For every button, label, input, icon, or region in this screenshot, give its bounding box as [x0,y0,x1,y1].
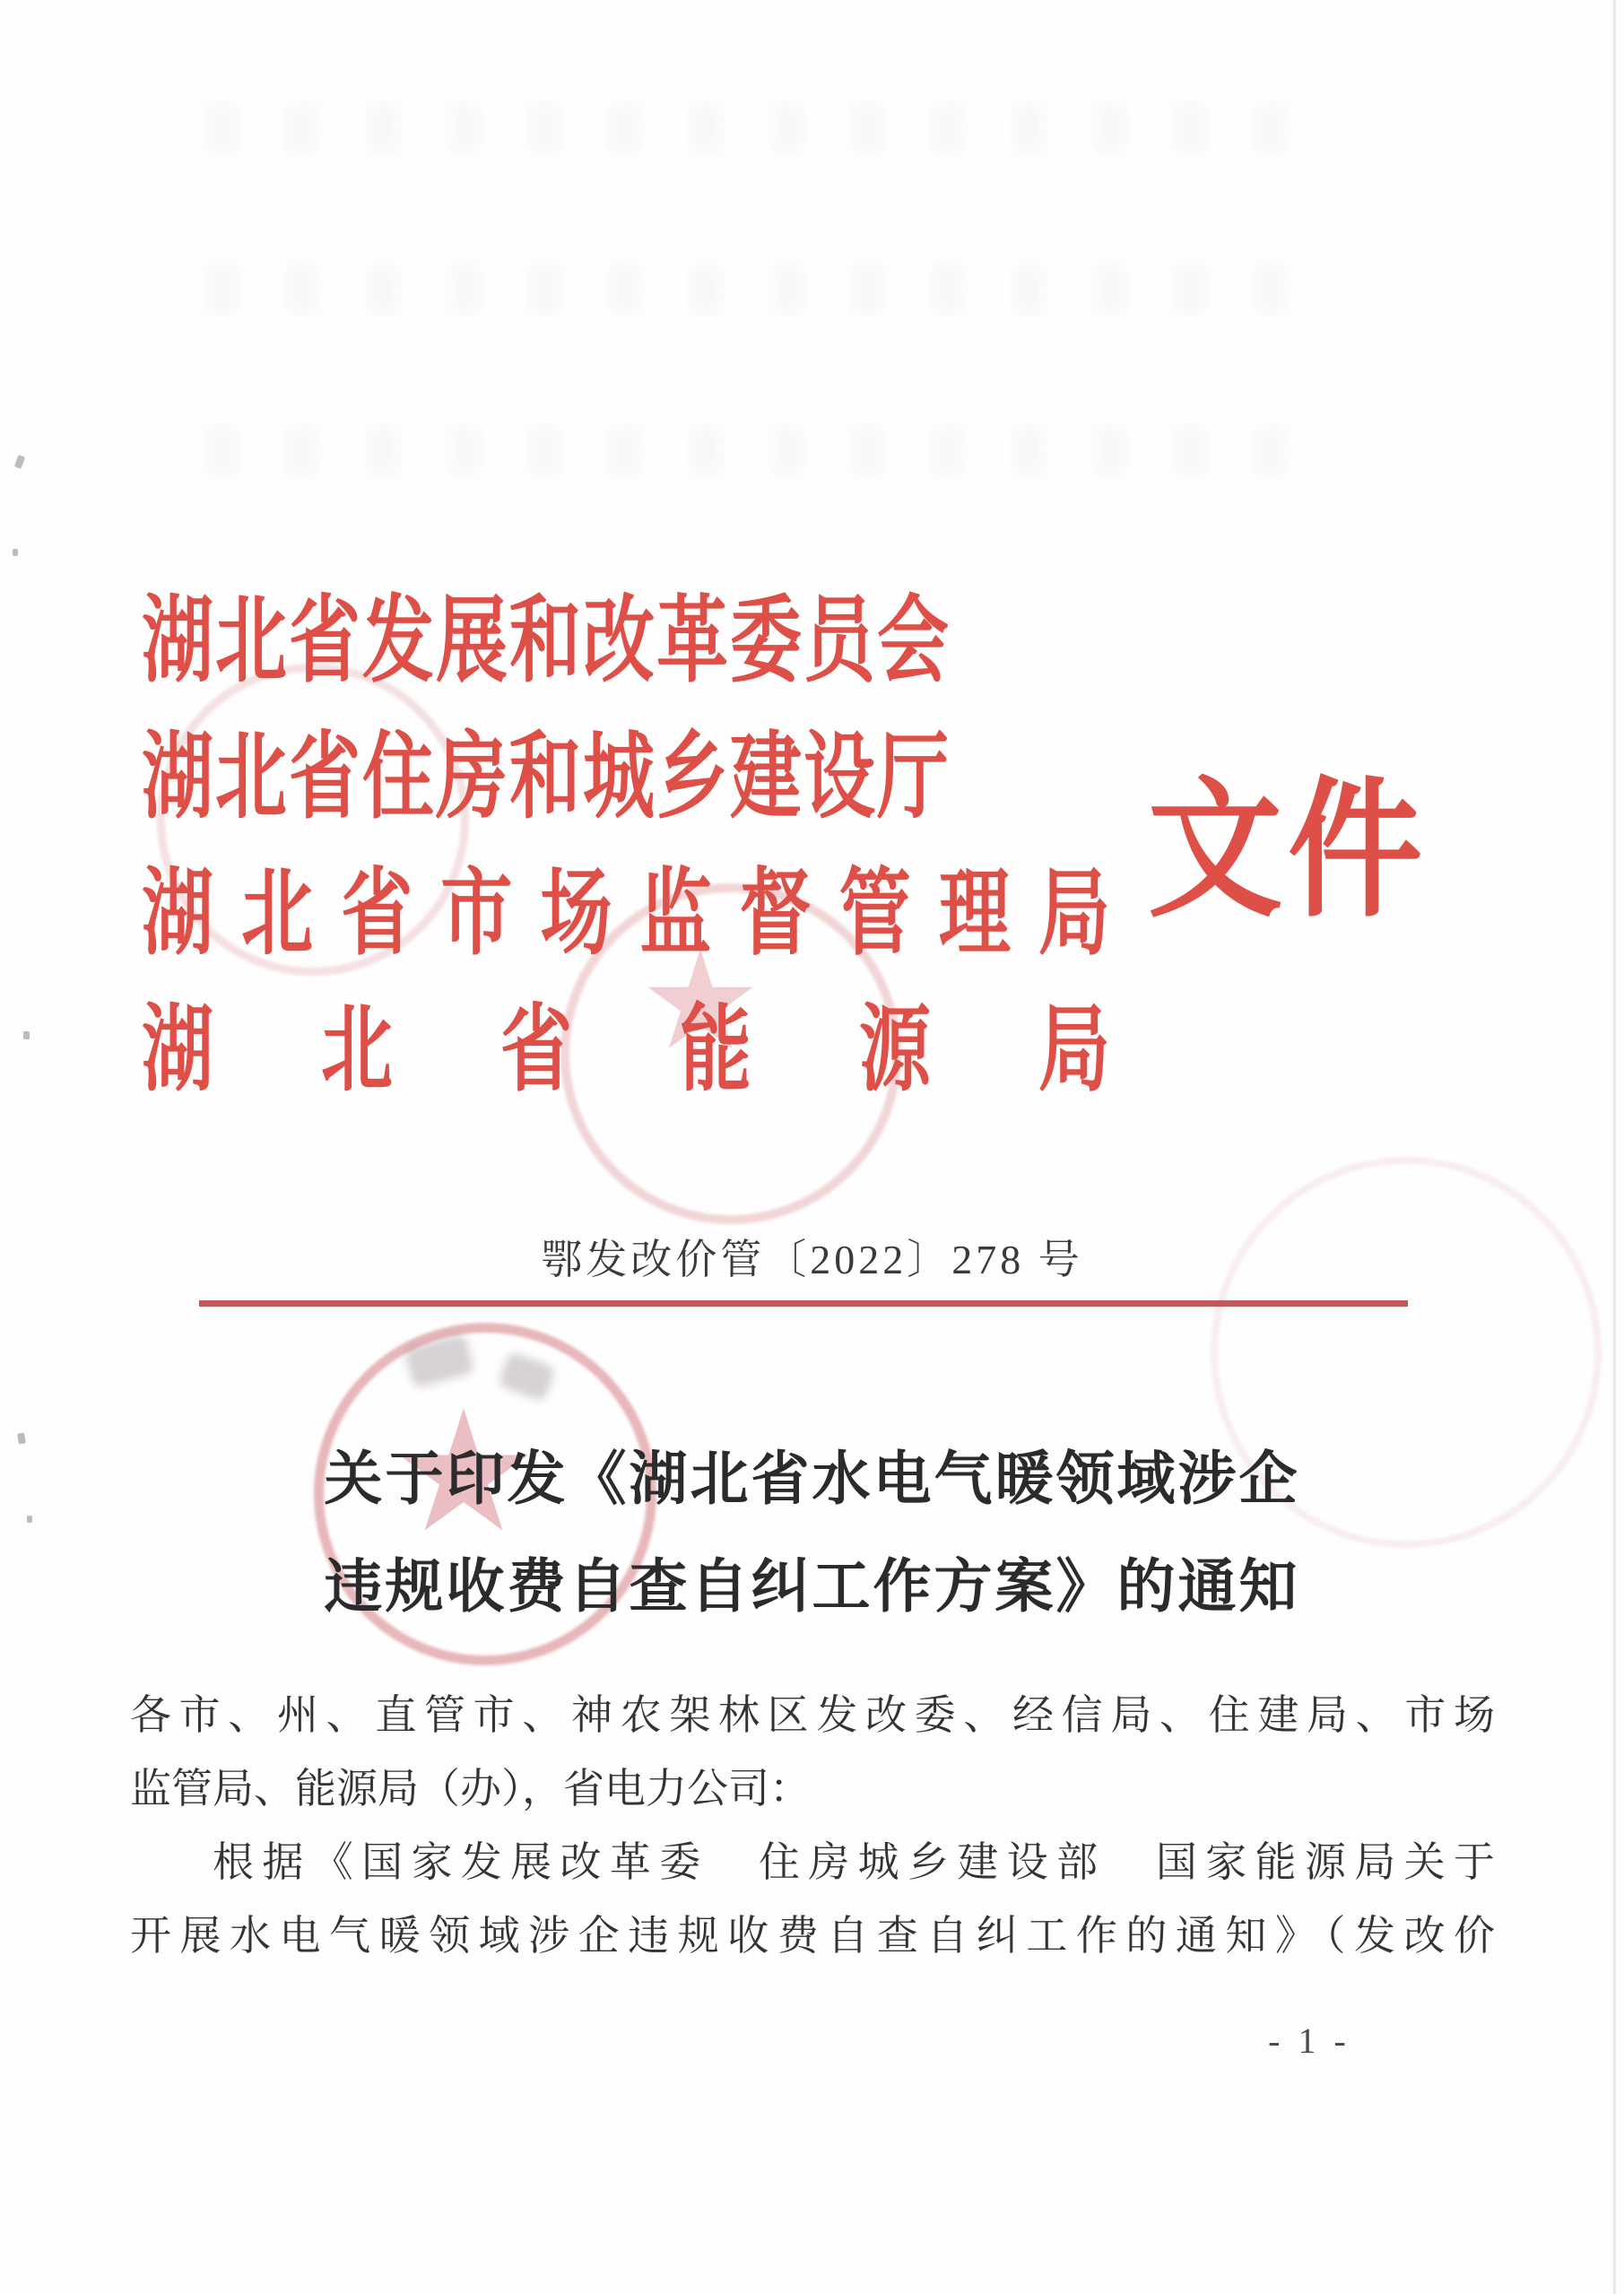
agency-name-line-4: 湖北省能源局 [142,998,1110,1104]
ink-speck [14,455,25,469]
doc-type-label: 文件 [1148,769,1429,935]
title-line-2: 违规收费自查自纠工作方案》的通知 [324,1555,1300,1620]
body-line-2: 开展水电气暖领域涉企违规收费自查自纠工作的通知》（发改价 [130,1913,1495,1959]
body-line-1: 根据《国家发展改革委 住房城乡建设部 国家能源局关于 [213,1839,1495,1885]
ghost-text-artifact [206,426,1327,475]
ink-speck [13,549,18,556]
ghost-text-artifact [206,103,1327,152]
scan-edge-line [1613,0,1616,2294]
page-number: - 1 - [1268,2020,1350,2061]
ghost-text-artifact [206,265,1327,314]
recipients-line-1: 各市、州、直管市、神农架林区发改委、经信局、住建局、市场 [130,1692,1495,1738]
recipients-line-2: 监管局、能源局（办），省电力公司： [130,1766,811,1812]
agency-name-line-2: 湖北省住房和城乡建设厅 [142,726,949,831]
agency-name-line-3: 湖北省市场监督管理局 [142,862,1110,968]
title-line-1: 关于印发《湖北省水电气暖领域涉企 [324,1447,1300,1512]
ink-speck [27,1516,32,1523]
agency-name-line-1: 湖北省发展和改革委员会 [142,589,949,695]
ink-speck [23,1031,30,1039]
doc-number: 鄂发改价管〔2022〕278 号 [541,1237,1083,1282]
red-separator-rule [199,1300,1408,1307]
